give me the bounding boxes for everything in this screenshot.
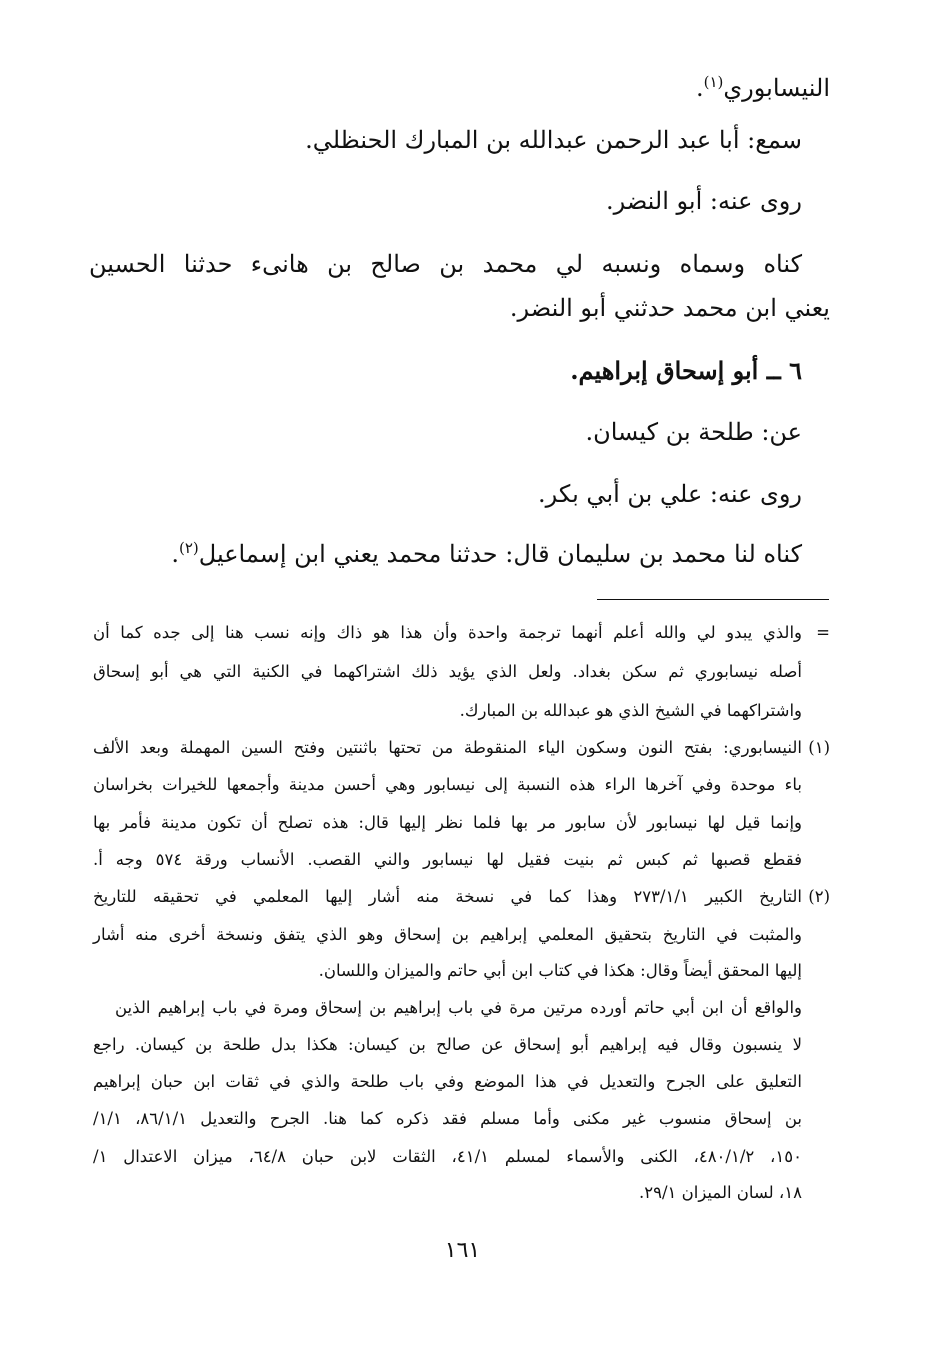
footnote-line: التاريخ الكبير ٢٧٣/١/١ وهذا كما في نسخة منه أشار إليها المعلمي في تحقيقه للتاريخ	[93, 887, 802, 906]
main-line-1-text: النيسابوري	[723, 74, 830, 102]
main-line-7: عن: طلحة بن كيسان.	[585, 418, 802, 446]
page-number: ١٦١	[444, 1238, 481, 1263]
footnote-2-marker: (٢)	[808, 887, 830, 906]
main-line-9-text: كناه لنا محمد بن سليمان قال: حدثنا محمد يعني ابن إسماعيل	[198, 540, 802, 568]
footnote-line: ١٨، لسان الميزان ٢٩/١.	[638, 1183, 802, 1202]
footnote-continuation-marker: =	[816, 623, 830, 642]
main-line-1: النيسابوري$^{(١)}$.	[695, 73, 830, 102]
footnote-line: والمثبت في التاريخ بتحقيق المعلمي إبراهيم بن إسحاق وهو الذي يتفق ونسخة أخرى منه أشار	[93, 925, 802, 944]
footnote-ref-2: (٢)	[179, 539, 199, 557]
footnote-line: والواقع أن ابن أبي حاتم أورده مرتين مرة في باب إبراهيم بن إسحاق ومرة في باب إبراهيم الذين	[115, 998, 802, 1017]
footnote-line: فقطع قصبها ثم كبس ثم بنيت فقيل لها نيسابور والني القصب. الأنساب ورقة ٥٧٤ وجه أ.	[93, 850, 802, 869]
main-line-4: كناه وسماه ونسبه لي محمد بن صالح بن هانىء حدثنا الحسين	[89, 250, 802, 278]
entry-heading: ٦ ــ أبو إسحاق إبراهيم.	[570, 356, 802, 385]
footnote-line: ١٥٠، ٤٨٠/١/٢، الكنى والأسماء لمسلم ٤١/١، الثقات لابن حبان ٦٤/٨، ميزان الاعتدال ١/	[93, 1147, 802, 1166]
footnote-line: وإنما قيل لها نيسابور لأن سابور مر بها فلما نظر إليها قال: هذه تصلح أن تكون مدينة فأمر بها	[93, 813, 802, 832]
footnote-line: إليها المحقق أيضاً وقال: هكذا في كتاب ابن أبي حاتم والميزان واللسان.	[318, 961, 802, 980]
main-line-8: روى عنه: علي بن أبي بكر.	[538, 480, 802, 508]
footnote-separator	[597, 599, 829, 600]
main-line-9: كناه لنا محمد بن سليمان قال: حدثنا محمد يعني ابن إسماعيل$^{(٢)}$.	[171, 539, 802, 568]
footnote-line: لا ينسبون وقال فيه إبراهيم أبو إسحاق عن صالح بن كيسان: هكذا بدل طلحة بن كيسان. راجع	[93, 1035, 802, 1054]
main-line-5: يعني ابن محمد حدثني أبو النضر.	[509, 294, 830, 322]
main-line-2: سمع: أبا عبد الرحمن عبدالله بن المبارك الحنظلي.	[305, 126, 802, 154]
footnote-line: والذي يبدو لي والله أعلم أنهما ترجمة واحدة وأن هذا هو ذاك وإنه نسب هنا إلى جده كما أن	[93, 623, 802, 642]
footnote-ref-1: (١)	[703, 73, 724, 91]
footnote-line: باء موحدة وفي آخرها الراء هذه النسبة إلى نيسابور وهي أحسن مدينة وأجمعها للخيرات بخراسان	[93, 775, 802, 794]
footnote-line: النيسابوري: بفتح النون وسكون الياء المنقوطة من تحتها باثنتين وفتح السين المهملة وبعد الألف	[93, 738, 802, 757]
footnote-line: أصله نيسابوري ثم سكن بغداد. ولعل الذي يؤيد ذلك اشتراكهما في الكنية التي هي أبو إسحاق	[93, 662, 802, 681]
footnote-line: واشتراكهما في الشيخ الذي هو عبدالله بن المبارك.	[459, 701, 802, 720]
footnote-line: التعليق على الجرح والتعديل في هذا الموضع وفي باب طلحة والذي في ثقات ابن حبان إبراهيم	[93, 1072, 802, 1091]
main-line-3: روى عنه: أبو النضر.	[605, 187, 802, 215]
footnote-line: بن إسحاق منسوب غير مكنى وأما مسلم فقد ذكره كما هنا. الجرح والتعديل ٨٦/١/١، ١/١/	[93, 1109, 802, 1128]
footnote-1-marker: (١)	[808, 738, 830, 757]
